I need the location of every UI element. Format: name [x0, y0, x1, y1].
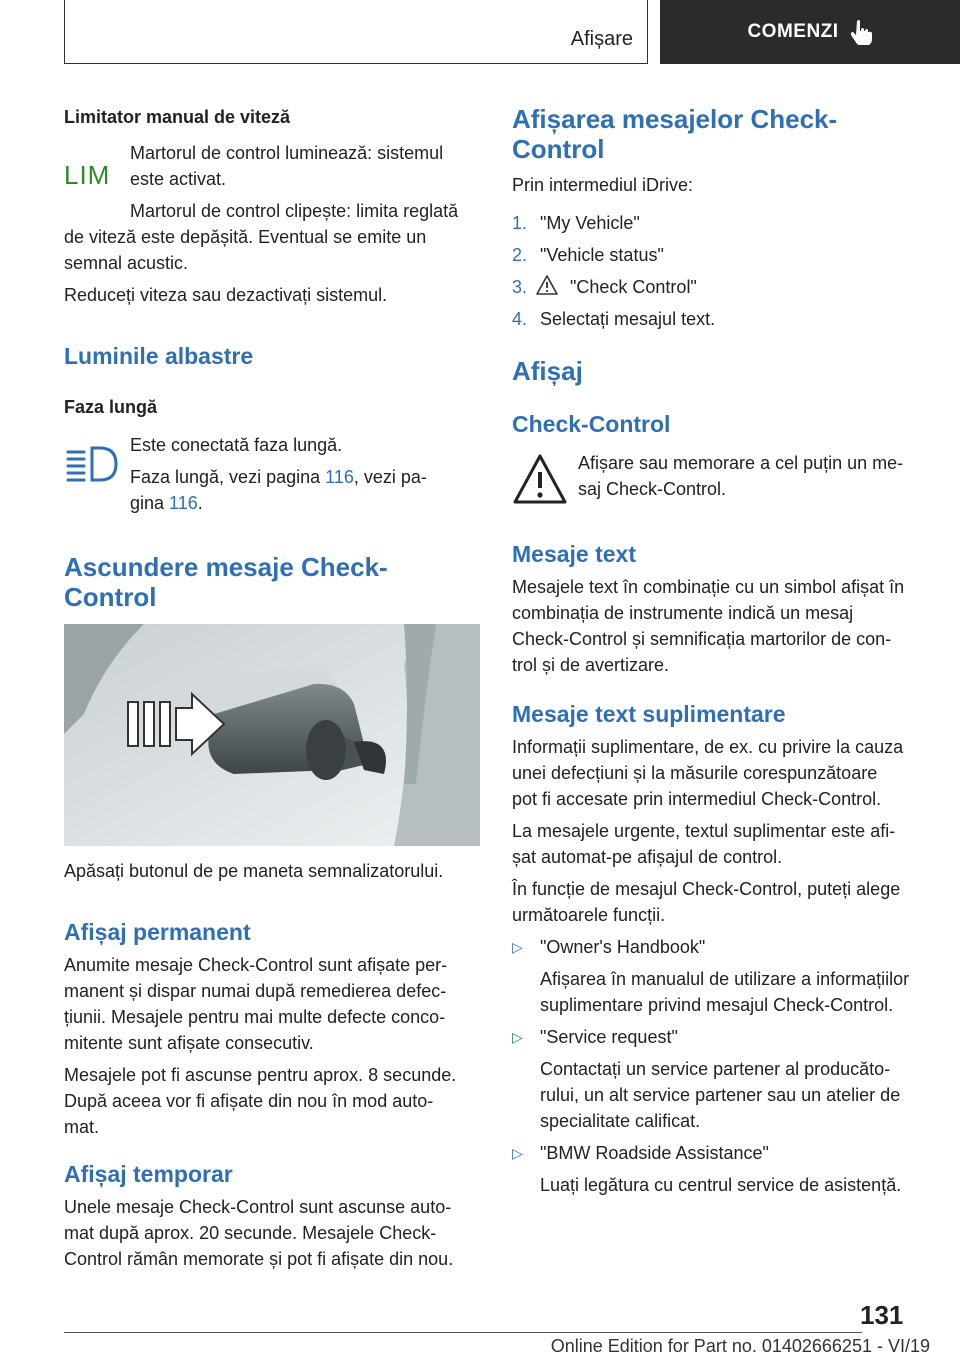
step-number-1: 1.	[512, 213, 528, 233]
permanent-p1-line1: Anumite mesaje Check-Control sunt afișate per-	[64, 955, 448, 975]
text-p-line2: combinația de instrumente indică un mesaj	[512, 603, 854, 623]
high-beam-p2-line1	[130, 464, 427, 490]
supp-p2-line1: La mesajele urgente, textul suplimentar este afi-	[512, 821, 896, 841]
option-desc-1-line2: suplimentare privind mesajul Check-Control.	[540, 995, 894, 1015]
high-beam-icon	[64, 444, 124, 484]
text-p-line4: trol și de avertizare.	[512, 655, 670, 675]
supp-p1-line2: unei defecțiuni și la măsurile corespunzătoare	[512, 763, 878, 783]
step-text-2: "Vehicle status"	[540, 245, 664, 265]
high-beam-p2-line2	[130, 490, 203, 516]
lim-p1-line1: Martorul de control luminează: sistemul	[130, 143, 444, 163]
step-number-2: 2.	[512, 245, 528, 265]
permanent-p2-line1: Mesajele pot fi ascunse pentru aprox. 8 secunde.	[64, 1065, 457, 1085]
turn-signal-stalk-photo	[64, 624, 480, 846]
step-text-3: "Check Control"	[570, 277, 697, 297]
pointing-hand-icon	[851, 19, 873, 45]
high-beam-ref-text3: gina	[130, 493, 170, 513]
temporary-p1-line2: mat după aprox. 20 secunde. Mesajele Check-	[64, 1223, 437, 1243]
option-desc-2-line2: rului, un alt service partener sau un atelier de	[540, 1085, 901, 1105]
permanent-p1-line3: țiunii. Mesajele pentru mai multe defecte conco-	[64, 1007, 446, 1027]
step-text-1: "My Vehicle"	[540, 213, 640, 233]
supp-p2-line2: șat automat-pe afișajul de control.	[512, 847, 783, 867]
high-beam-ref-text4: .	[197, 493, 203, 513]
temporary-p1-line3: Control rămân memorate și pot fi afișate din nou.	[64, 1249, 454, 1269]
lim-p2-line2: de viteză este depășită. Eventual se emite un	[64, 227, 427, 247]
text-p-line1: Mesajele text în combinație cu un simbol afișat în	[512, 577, 905, 597]
lim-p1-line2: este activat.	[130, 169, 227, 189]
check-control-warning-icon	[512, 450, 568, 510]
page-link-116-b[interactable]: 116	[169, 493, 198, 513]
bullet-triangle-icon: ▷	[512, 1145, 523, 1161]
header-section-title: Afișare	[570, 28, 633, 50]
check-control-p-line2: saj Check-Control.	[578, 479, 727, 499]
step-number-3: 3.	[512, 277, 528, 297]
hide-messages-heading-line1: Ascundere mesaje Check-	[64, 552, 388, 582]
high-beam-ref-text2: , vezi pa-	[353, 467, 427, 487]
header-section-box	[64, 0, 648, 64]
temporary-p1-line1: Unele mesaje Check-Control sunt ascunse auto-	[64, 1197, 452, 1217]
permanent-p2-line2: După aceea vor fi afișate din nou în mod auto-	[64, 1091, 434, 1111]
header-chapter-tab[interactable]	[660, 0, 960, 64]
high-beam-p1: Este conectată faza lungă.	[130, 435, 343, 455]
lim-title: Limitator manual de viteză	[64, 107, 291, 127]
blue-lights-heading: Luminile albastre	[64, 343, 254, 369]
option-desc-1-line1: Afișarea în manualul de utilizare a informațiilor	[540, 969, 910, 989]
text-p-line3: Check-Control și semnificația martorilor de con-	[512, 629, 892, 649]
permanent-display-heading: Afișaj permanent	[64, 919, 251, 945]
footer-divider	[64, 1332, 862, 1333]
supp-p1-line1: Informații suplimentare, de ex. cu privire la cauza	[512, 737, 904, 757]
display-heading: Afișaj	[512, 356, 583, 386]
permanent-p1-line4: mitente sunt afișate consecutiv.	[64, 1033, 314, 1053]
page-link-116[interactable]: 116	[325, 467, 354, 487]
warning-triangle-icon	[536, 274, 558, 296]
permanent-p1-line2: manent și dispar numai după remedierea defec-	[64, 981, 447, 1001]
display-messages-heading-line2: Control	[512, 134, 605, 164]
footer-edition: Online Edition for Part no. 01402666251 - VI/19	[550, 1336, 930, 1356]
high-beam-title: Faza lungă	[64, 397, 158, 417]
supp-p1-line3: pot fi accesate prin intermediul Check-Control.	[512, 789, 882, 809]
step-text-4: Selectați mesajul text.	[540, 309, 716, 329]
check-control-p-line1: Afișare sau memorare a cel puțin un me-	[578, 453, 904, 473]
check-control-heading: Check-Control	[512, 411, 671, 437]
lim-p2-line1: Martorul de control clipește: limita reglată	[130, 201, 459, 221]
lim-p3: Reduceți viteza sau dezactivați sistemul.	[64, 285, 388, 305]
header-chapter-label: COMENZI	[747, 21, 839, 42]
step-number-4: 4.	[512, 309, 528, 329]
option-desc-3-line1: Luați legătura cu centrul service de asistență.	[540, 1175, 902, 1195]
option-desc-2-line1: Contactați un service partener al producăto-	[540, 1059, 891, 1079]
bullet-triangle-icon: ▷	[512, 1029, 523, 1045]
page-number: 131	[860, 1300, 904, 1330]
hide-messages-heading-line2: Control	[64, 582, 157, 612]
supplementary-heading: Mesaje text suplimentare	[512, 701, 786, 727]
supp-p3-line1: În funcție de mesajul Check-Control, puteți alege	[512, 879, 901, 899]
option-label-1: "Owner's Handbook"	[540, 937, 706, 957]
idrive-intro: Prin intermediul iDrive:	[512, 175, 694, 195]
permanent-p2-line3: mat.	[64, 1117, 100, 1137]
photo-caption: Apăsați butonul de pe maneta semnalizatorului.	[64, 861, 444, 881]
bullet-triangle-icon: ▷	[512, 939, 523, 955]
lim-p2-line3: semnal acustic.	[64, 253, 189, 273]
display-messages-heading-line1: Afișarea mesajelor Check-	[512, 104, 838, 134]
temporary-display-heading: Afișaj temporar	[64, 1161, 233, 1187]
high-beam-ref-text: Faza lungă, vezi pagina	[130, 467, 326, 487]
option-desc-2-line3: specialitate calificat.	[540, 1111, 701, 1131]
lim-indicator-icon: LIM	[64, 160, 111, 190]
option-label-2: "Service request"	[540, 1027, 678, 1047]
supp-p3-line2: următoarele funcții.	[512, 905, 666, 925]
text-messages-heading: Mesaje text	[512, 541, 637, 567]
option-label-3: "BMW Roadside Assistance"	[540, 1143, 769, 1163]
